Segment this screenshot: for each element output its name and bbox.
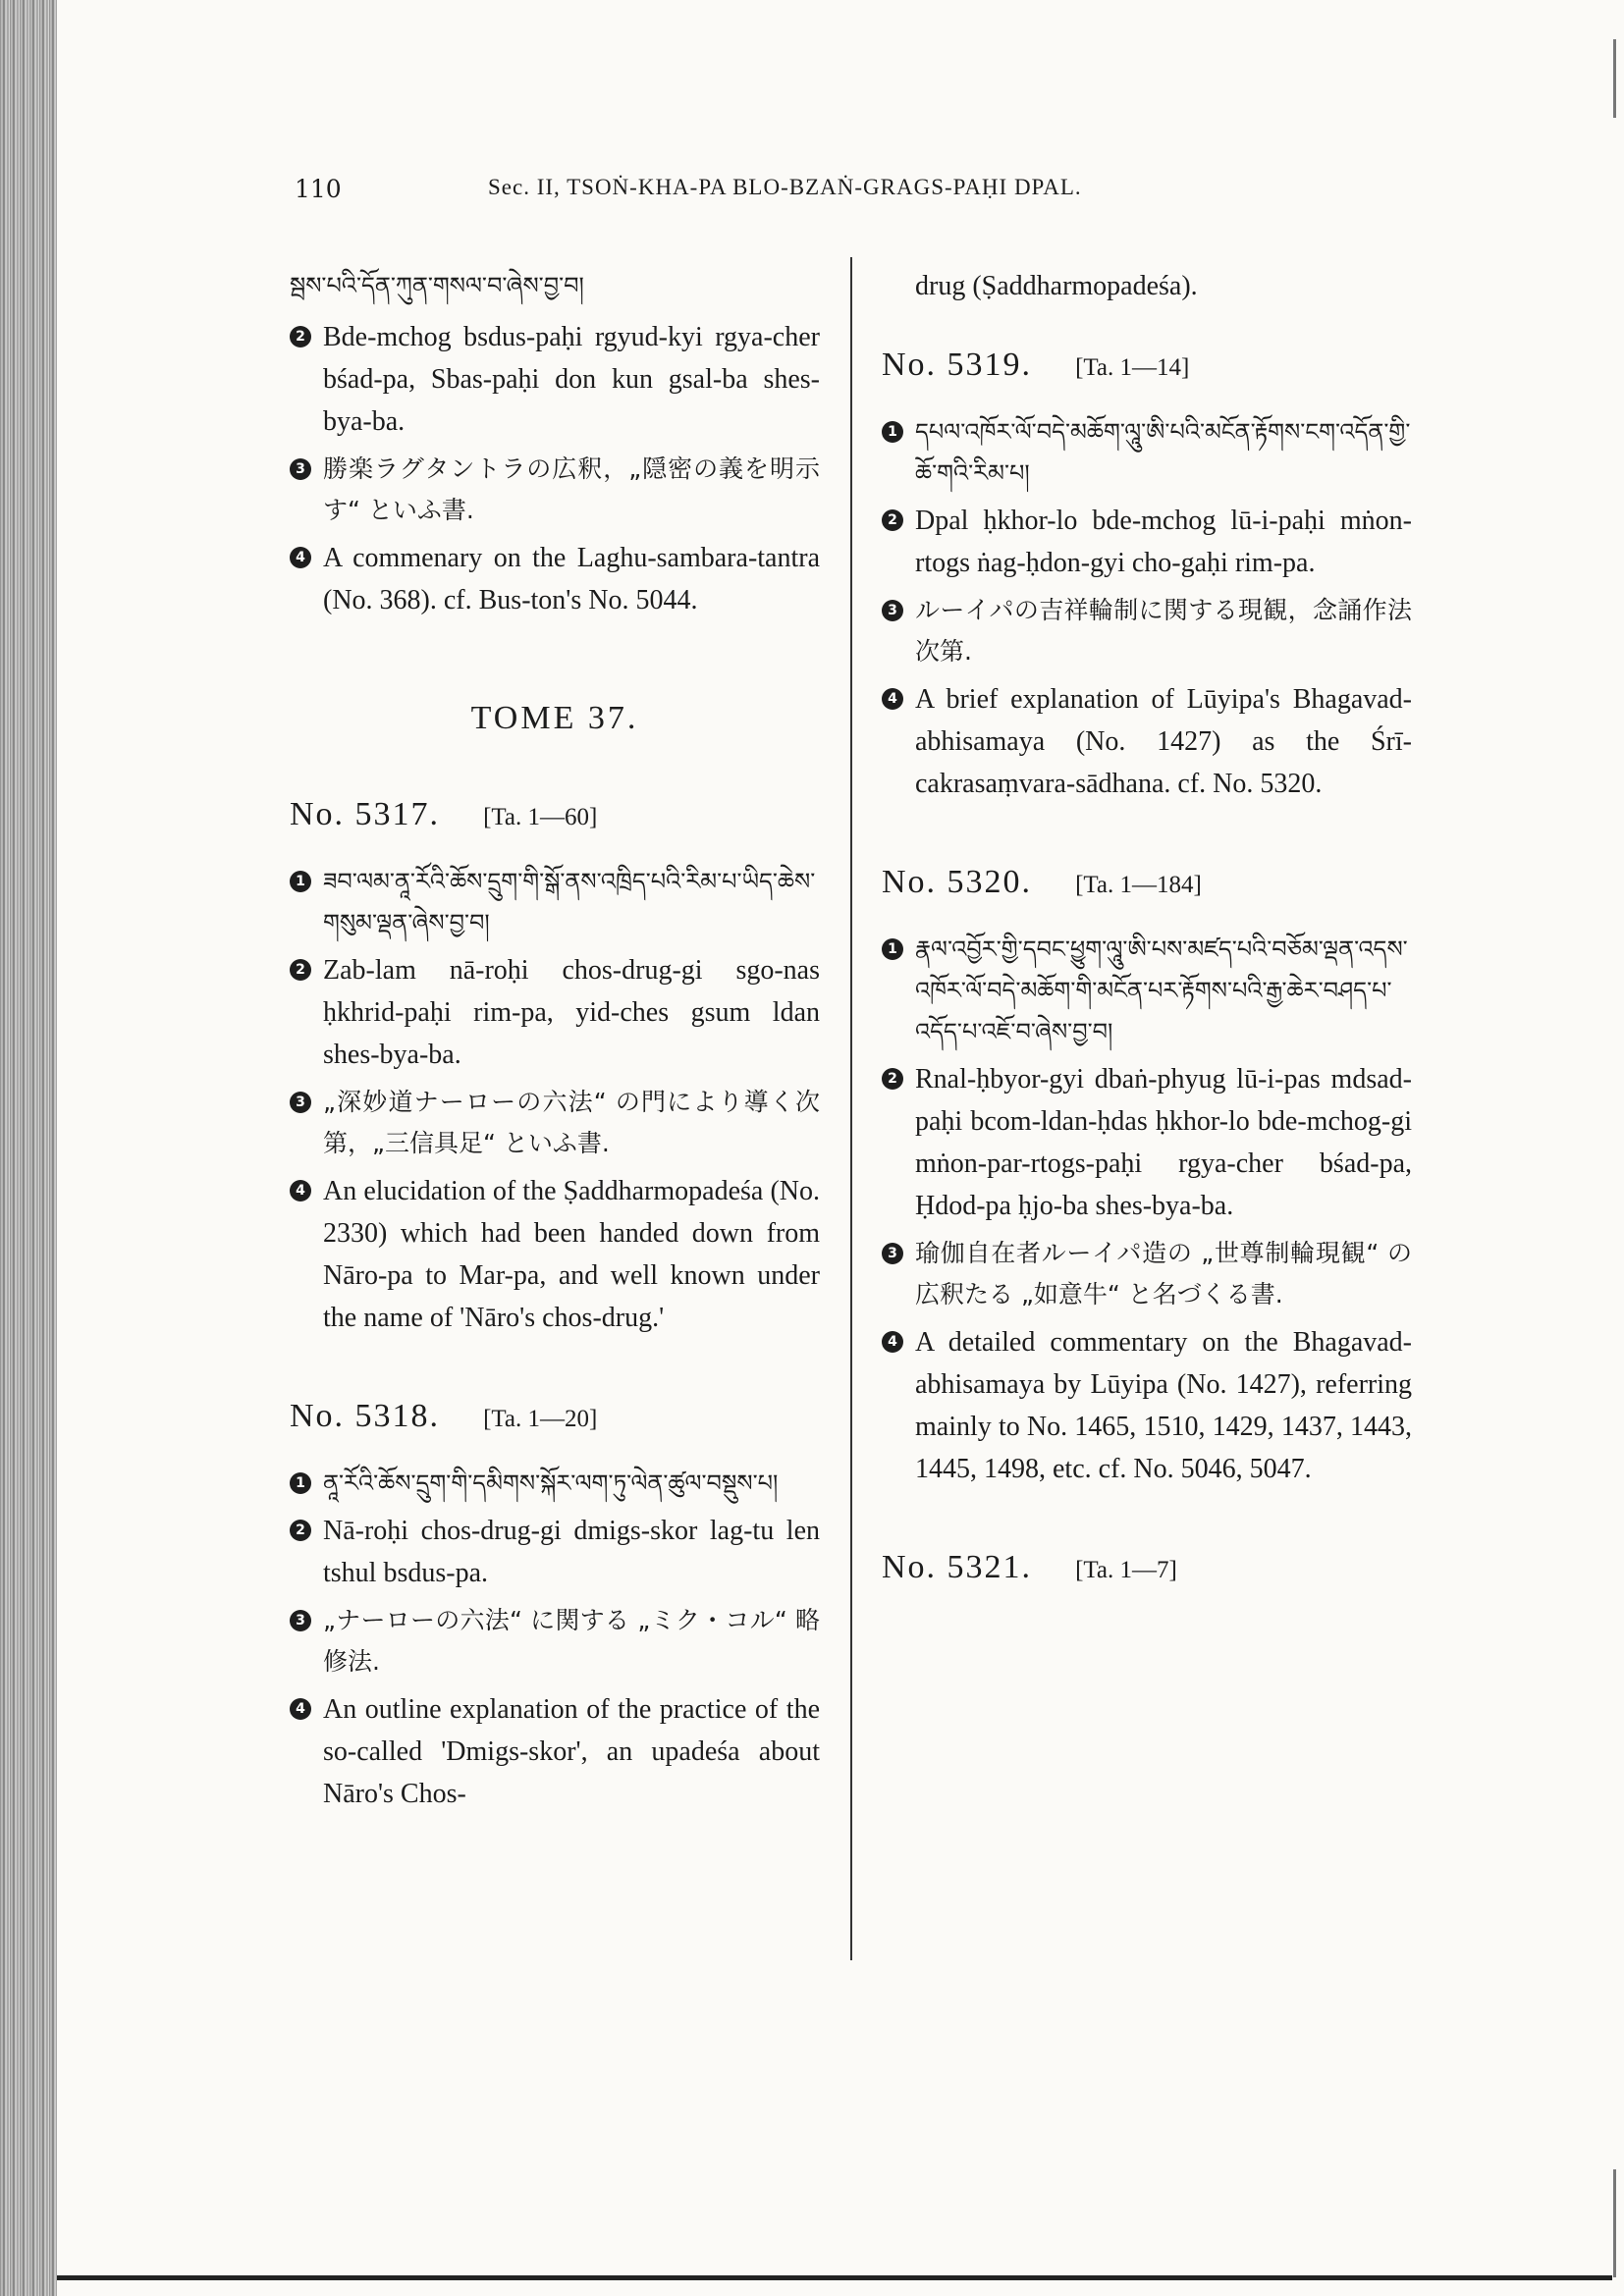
list-item <box>882 929 1412 1052</box>
item-text: An outline explanation of the practice of the so-called 'Dmigs-skor', an upadeśa about Nāro's Chos- <box>323 1694 820 1809</box>
item-number-badge: 4 <box>290 1698 311 1720</box>
item-number-badge: 1 <box>290 871 311 892</box>
item-text: A commenary on the Laghu-sambara-tantra (No. 368). cf. Bus-ton's No. 5044. <box>323 543 820 615</box>
entry-heading <box>882 864 1412 901</box>
list-item <box>290 537 820 621</box>
item-text: An elucidation of the Ṣaddharmopadeśa (No. 2330) which had been handed down from Nāro-pa to Mar-pa, and well known under the name of 'Nāro's chos-drug.' <box>323 1176 820 1333</box>
entry-5319 <box>882 347 1412 805</box>
item-number-badge: 3 <box>290 458 311 480</box>
entry-5321 <box>882 1549 1412 1586</box>
entry-number: No. 5320. <box>882 864 1033 900</box>
list-item <box>290 1082 820 1164</box>
list-item <box>290 316 820 443</box>
item-text-tibetan: རྣལ་འབྱོར་གྱི་དབང་ཕྱུག་ལཱུ་ཨི་པས་མཛད་པའི་བཅོམ་ལྡན་འདས་འཁོར་ལོ་བདེ་མཆོག་གི་མངོན་པར་རྟོགས་པའི་རྒྱ་ཆེར་བཤད་པ་འདོད་པ་འཇོ་བ་ཞེས་བྱ་བ། <box>915 935 1408 1045</box>
item-number-badge: 1 <box>882 938 903 960</box>
entry-heading <box>290 796 820 833</box>
item-number-badge: 4 <box>290 1180 311 1201</box>
item-number-badge: 3 <box>290 1610 311 1631</box>
running-title: Sec. II, TSOṄ-KHA-PA BLO-BZAṄ-GRAGS-PAḤI DPAL. <box>488 175 1082 199</box>
item-number-badge: 2 <box>882 1068 903 1090</box>
page-header <box>295 175 1522 224</box>
continuation-tibetan: སྦས་པའི་དོན་ཀུན་གསལ་བ་ཞེས་བྱ་བ། <box>290 272 584 299</box>
item-text: Bde-mchog bsdus-paḥi rgyud-kyi rgya-cher bśad-pa, Sbas-paḥi don kun gsal-ba shes-bya-ba. <box>323 322 820 437</box>
list-item <box>290 861 820 943</box>
item-number-badge: 4 <box>290 547 311 568</box>
tome-title: TOME 37. <box>470 700 639 736</box>
item-text: Dpal ḥkhor-lo bde-mchog lū-i-paḥi mṅon-rtogs ṅag-ḥdon-gyi cho-gaḥi rim-pa. <box>915 506 1412 578</box>
item-number-badge: 2 <box>882 509 903 531</box>
entry-number: No. 5318. <box>290 1398 441 1434</box>
list-item <box>290 1170 820 1339</box>
right-column <box>882 265 1412 1614</box>
list-item <box>290 1463 820 1504</box>
entry-number: No. 5321. <box>882 1549 1033 1585</box>
item-text-japanese: 瑜伽自在者ルーイパ造の „世尊制輪現観“ の広釈たる „如意牛“ と名づくる書. <box>915 1239 1412 1308</box>
column-divider <box>850 257 852 1960</box>
list-item <box>882 1321 1412 1490</box>
item-text: A brief explanation of Lūyipa's Bhagavad-abhisamaya (No. 1427) as the Śrī-cakrasaṃvara-sādhana. cf. No. 5320. <box>915 684 1412 799</box>
entry-heading <box>882 347 1412 384</box>
entry-5317 <box>290 796 820 1339</box>
left-column <box>290 265 820 1821</box>
list-item <box>882 1233 1412 1315</box>
list-item <box>882 678 1412 805</box>
entry-heading <box>882 1549 1412 1586</box>
scan-bottom-edge <box>57 2275 1612 2280</box>
entry-reference: [Ta. 1—20] <box>483 1406 598 1432</box>
continuation-text: drug (Ṣaddharmopadeśa). <box>915 271 1198 301</box>
list-item <box>290 949 820 1076</box>
page-number: 110 <box>295 175 342 203</box>
item-text: 勝楽ラグタントラの広釈，„隠密の義を明示す“ といふ書. <box>323 454 820 524</box>
item-number-badge: 2 <box>290 1520 311 1541</box>
entry-5320 <box>882 864 1412 1490</box>
item-number-badge: 1 <box>882 421 903 443</box>
item-text: Zab-lam nā-roḥi chos-drug-gi sgo-nas ḥkhrid-paḥi rim-pa, yid-ches gsum ldan shes-bya-ba. <box>323 955 820 1070</box>
list-item <box>290 1510 820 1594</box>
entry-number: No. 5317. <box>290 796 441 832</box>
list-item <box>882 411 1412 494</box>
list-item <box>882 590 1412 672</box>
list-item <box>290 1600 820 1682</box>
entry-reference: [Ta. 1—184] <box>1075 872 1202 898</box>
scan-binding-edge <box>0 0 57 2296</box>
item-text: Nā-roḥi chos-drug-gi dmigs-skor lag-tu len tshul bsdus-pa. <box>323 1516 820 1588</box>
item-number-badge: 3 <box>882 600 903 621</box>
item-text-japanese: ルーイパの吉祥輪制に関する現観，念誦作法次第. <box>915 596 1412 666</box>
list-item <box>290 1688 820 1815</box>
item-text-japanese: „深妙道ナーローの六法“ の門により導く次第，„三信具足“ といふ書. <box>323 1088 820 1157</box>
item-text-tibetan: ཟབ་ལམ་ནཱ་རོའི་ཆོས་དྲུག་གི་སྒོ་ནས་འཁྲིད་པའི་རིམ་པ་ཡིད་ཆེས་གསུམ་ལྡན་ཞེས་བྱ་བ། <box>323 868 816 936</box>
item-number-badge: 2 <box>290 959 311 981</box>
entry-reference: [Ta. 1—7] <box>1075 1557 1177 1583</box>
entry-5318 <box>290 1398 820 1815</box>
scan-right-mark <box>1613 39 1616 118</box>
list-item <box>882 500 1412 584</box>
item-text-tibetan: དཔལ་འཁོར་ལོ་བདེ་མཆོག་ལཱུ་ཨི་པའི་མངོན་རྟོགས་ངག་འདོན་གྱི་ཆོ་གའི་རིམ་པ། <box>915 418 1411 487</box>
item-number-badge: 1 <box>290 1472 311 1494</box>
list-item <box>882 1058 1412 1227</box>
item-text-japanese: „ナーローの六法“ に関する „ミク・コル“ 略修法. <box>323 1606 820 1676</box>
entry-reference: [Ta. 1—60] <box>483 804 598 830</box>
entry-number: No. 5319. <box>882 347 1033 383</box>
item-number-badge: 4 <box>882 688 903 710</box>
item-number-badge: 3 <box>882 1243 903 1264</box>
list-item <box>290 449 820 531</box>
item-number-badge: 2 <box>290 326 311 347</box>
entry-heading <box>290 1398 820 1435</box>
item-text: A detailed commentary on the Bhagavad-abhisamaya by Lūyipa (No. 1427), referring mainly to No. 1465, 1510, 1429, 1437, 1443, 1445, 1498, etc. cf. No. 5046, 5047. <box>915 1327 1412 1484</box>
item-number-badge: 4 <box>882 1331 903 1353</box>
item-text: Rnal-ḥbyor-gyi dbaṅ-phyug lū-i-pas mdsad-paḥi bcom-ldan-ḥdas ḥkhor-lo bde-mchog-gi mṅon-par-rtogs-paḥi rgya-cher bśad-pa, Ḥdod-pa ḥjo-ba shes-bya-ba. <box>915 1064 1412 1221</box>
prev-entry-items <box>290 316 820 621</box>
scan-right-mark <box>1613 2169 1616 2277</box>
item-text-tibetan: ནཱ་རོའི་ཆོས་དྲུག་གི་དམིགས་སྐོར་ལག་ཏུ་ལེན་ཚུལ་བསྡུས་པ། <box>323 1469 779 1497</box>
item-number-badge: 3 <box>290 1092 311 1113</box>
entry-reference: [Ta. 1—14] <box>1075 354 1190 381</box>
